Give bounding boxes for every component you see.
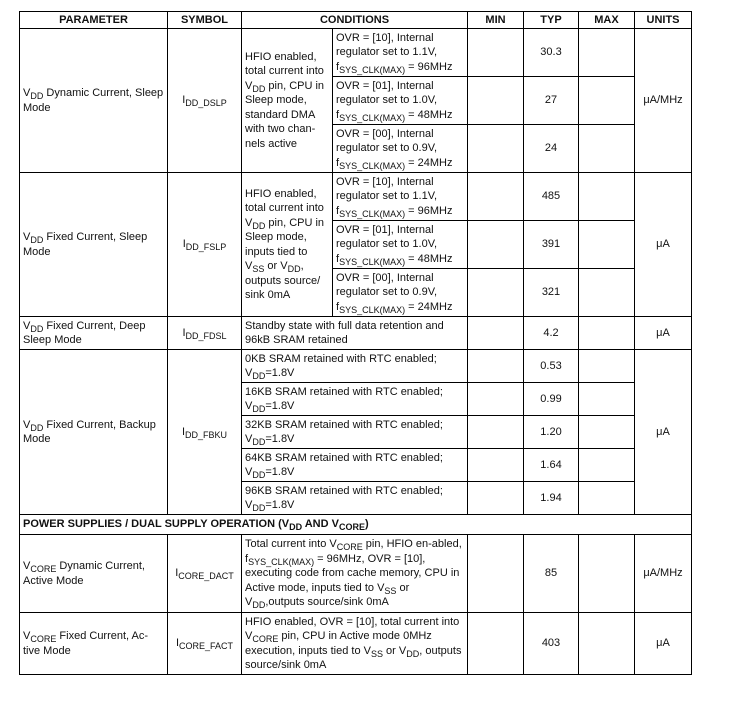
min-cell [468, 350, 524, 383]
header-symbol: SYMBOL [168, 12, 242, 29]
header-units: UNITS [635, 12, 692, 29]
typ-cell: 24 [524, 125, 579, 173]
units-cell: μA/MHz [635, 29, 692, 173]
typ-cell: 1.20 [524, 416, 579, 449]
symbol-cell: $I_{DD\_FDSL}$ [168, 317, 242, 350]
units-cell: μA/MHz [635, 535, 692, 613]
condition-cell: Standby state with full data retention and 96kB SRAM retained [242, 317, 468, 350]
section-title: POWER SUPPLIES / DUAL SUPPLY OPERATION ($V_{DD}$ AND $V_{CORE}$) [20, 515, 692, 535]
sub-condition-cell: OVR = [00], Internal regulator set to 0.9V, $f_{SYS\_CLK(MAX)} = 24MHz$ [333, 125, 468, 173]
header-max: MAX [579, 12, 635, 29]
condition-cell: 96KB SRAM retained with RTC enabled; $V_{DD}=1.8V$ [242, 482, 468, 515]
min-cell [468, 317, 524, 350]
condition-cell: 0KB SRAM retained with RTC enabled; $V_{DD}=1.8V$ [242, 350, 468, 383]
header-typ: TYP [524, 12, 579, 29]
max-cell [579, 317, 635, 350]
max-cell [579, 125, 635, 173]
typ-cell: 391 [524, 221, 579, 269]
sub-condition-cell: OVR = [10], Internal regulator set to 1.1V, $f_{SYS\_CLK(MAX)} = 96MHz$ [333, 173, 468, 221]
units-cell: μA [635, 613, 692, 675]
symbol-cell: $I_{CORE\_DACT}$ [168, 535, 242, 613]
header-row [20, 12, 692, 29]
min-cell [468, 482, 524, 515]
parameter-cell: $V_{DD}$ Fixed Current, Deep Sleep Mode [20, 317, 168, 350]
typ-cell: 321 [524, 269, 579, 317]
min-cell [468, 449, 524, 482]
max-cell [579, 416, 635, 449]
parameter-cell: $V_{CORE}$ Dynamic Current, Active Mode [20, 535, 168, 613]
units-cell: μA [635, 350, 692, 515]
section-row [20, 515, 692, 535]
typ-cell: 0.53 [524, 350, 579, 383]
min-cell [468, 383, 524, 416]
table-row [20, 350, 692, 383]
header-conditions: CONDITIONS [242, 12, 468, 29]
symbol-cell: $I_{DD\_FSLP}$ [168, 173, 242, 317]
typ-cell: 4.2 [524, 317, 579, 350]
sub-condition-cell: OVR = [01], Internal regulator set to 1.0V, $f_{SYS\_CLK(MAX)} = 48MHz$ [333, 221, 468, 269]
parameter-cell: $V_{DD}$ Dynamic Current, Sleep Mode [20, 29, 168, 173]
min-cell [468, 221, 524, 269]
typ-cell: 485 [524, 173, 579, 221]
max-cell [579, 221, 635, 269]
max-cell [579, 449, 635, 482]
max-cell [579, 173, 635, 221]
typ-cell: 403 [524, 613, 579, 675]
sub-condition-cell: OVR = [10], Internal regulator set to 1.1V, $f_{SYS\_CLK(MAX)} = 96MHz$ [333, 29, 468, 77]
max-cell [579, 350, 635, 383]
units-cell: μA [635, 317, 692, 350]
condition-cell: 32KB SRAM retained with RTC enabled; $V_{DD}=1.8V$ [242, 416, 468, 449]
sub-condition-cell: OVR = [01], Internal regulator set to 1.0V, $f_{SYS\_CLK(MAX)} = 48MHz$ [333, 77, 468, 125]
typ-cell: 0.99 [524, 383, 579, 416]
typ-cell: 1.94 [524, 482, 579, 515]
max-cell [579, 482, 635, 515]
min-cell [468, 613, 524, 675]
table-row [20, 29, 692, 77]
min-cell [468, 125, 524, 173]
parameter-cell: $V_{DD}$ Fixed Current, Backup Mode [20, 350, 168, 515]
condition-cell: Total current into $V_{CORE}$ pin, HFIO en-abled, $f_{SYS\_CLK(MAX)} = 96MHz$, OVR = [10], executing code from cache memory, CPU in Active mode, inputs tied to $V_{SS}$ or $V_{DD},outputs$ source/sink 0mA [242, 535, 468, 613]
typ-cell: 30.3 [524, 29, 579, 77]
condition-cell: 16KB SRAM retained with RTC enabled; $V_{DD}=1.8V$ [242, 383, 468, 416]
table-row [20, 317, 692, 350]
max-cell [579, 383, 635, 416]
min-cell [468, 77, 524, 125]
condition-cell: HFIO enabled, total current into $V_{DD}$ pin, CPU in Sleep mode, inputs tied to $V_{SS}$ or $V_{DD}$, outputs source/ sink 0mA [242, 173, 333, 317]
parameter-cell: $V_{CORE}$ Fixed Current, Ac-tive Mode [20, 613, 168, 675]
electrical-characteristics-table [19, 11, 692, 675]
max-cell [579, 535, 635, 613]
min-cell [468, 269, 524, 317]
max-cell [579, 269, 635, 317]
condition-cell: HFIO enabled, OVR = [10], total current into $V_{CORE}$ pin, CPU in Active mode 0MHz execution, inputs tied to $V_{SS}$ or $V_{DD}$, outputs source/sink 0mA [242, 613, 468, 675]
min-cell [468, 173, 524, 221]
table-row [20, 613, 692, 675]
condition-cell: HFIO enabled, total current into $V_{DD}$ pin, CPU in Sleep mode, standard DMA with two chan-nels active [242, 29, 333, 173]
units-cell: μA [635, 173, 692, 317]
table-row [20, 535, 692, 613]
typ-cell: 1.64 [524, 449, 579, 482]
min-cell [468, 29, 524, 77]
symbol-cell: $I_{DD\_FBKU}$ [168, 350, 242, 515]
header-parameter: PARAMETER [20, 12, 168, 29]
min-cell [468, 535, 524, 613]
condition-cell: 64KB SRAM retained with RTC enabled; $V_{DD}=1.8V$ [242, 449, 468, 482]
max-cell [579, 77, 635, 125]
parameter-cell: $V_{DD}$ Fixed Current, Sleep Mode [20, 173, 168, 317]
max-cell [579, 613, 635, 675]
typ-cell: 27 [524, 77, 579, 125]
symbol-cell: $I_{DD\_DSLP}$ [168, 29, 242, 173]
min-cell [468, 416, 524, 449]
sub-condition-cell: OVR = [00], Internal regulator set to 0.9V, $f_{SYS\_CLK(MAX)} = 24MHz$ [333, 269, 468, 317]
header-min: MIN [468, 12, 524, 29]
typ-cell: 85 [524, 535, 579, 613]
max-cell [579, 29, 635, 77]
symbol-cell: $I_{CORE\_FACT}$ [168, 613, 242, 675]
table-row [20, 173, 692, 221]
